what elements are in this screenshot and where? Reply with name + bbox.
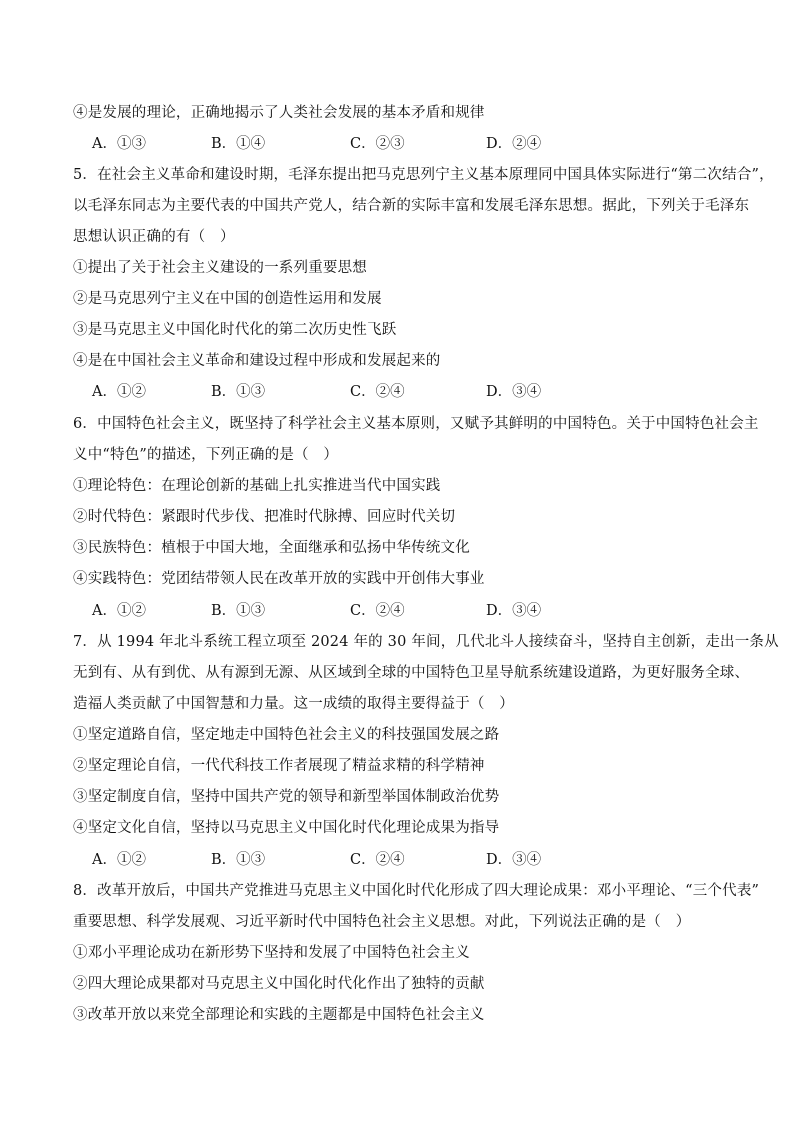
q8-stem-line-2: 重要思想、科学发展观、习近平新时代中国特色社会主义思想。对此，下列说法正确的是（ ） xyxy=(73,914,691,930)
q6-stem-line-1: 6．中国特色社会主义，既坚持了科学社会主义基本原则，又赋予其鲜明的中国特色。关于中国特色社会主 xyxy=(73,416,759,432)
q6-option-a: A．①② xyxy=(92,603,146,619)
q6-option-d: D．③④ xyxy=(486,603,542,619)
q4-option-b: B．①④ xyxy=(211,136,266,152)
q5-item-4: ④是在中国社会主义革命和建设过程中形成和发展起来的 xyxy=(73,353,441,369)
q7-item-2: ②坚定理论自信，一代代科技工作者展现了精益求精的科学精神 xyxy=(73,758,485,774)
q6-item-2: ②时代特色：紧跟时代步伐、把准时代脉搏、回应时代关切 xyxy=(73,509,456,525)
q6-stem-line-2: 义中“特色”的描述，下列正确的是（ ） xyxy=(73,447,339,463)
q6-item-4: ④实践特色：党团结带领人民在改革开放的实践中开创伟大事业 xyxy=(73,571,485,587)
q7-item-3: ③坚定制度自信，坚持中国共产党的领导和新型举国体制政治优势 xyxy=(73,789,500,805)
q7-option-b: B．①③ xyxy=(211,852,266,868)
q8-item-3: ③改革开放以来党全部理论和实践的主题都是中国特色社会主义 xyxy=(73,1007,485,1023)
q8-stem-line-1: 8．改革开放后，中国共产党推进马克思主义中国化时代化形成了四大理论成果：邓小平理论、“三个代表” xyxy=(73,883,760,899)
q6-item-3: ③民族特色：植根于中国大地，全面继承和弘扬中华传统文化 xyxy=(73,540,470,556)
q7-stem-line-3: 造福人类贡献了中国智慧和力量。这一成绩的取得主要得益于（ ） xyxy=(73,696,514,712)
q4-option-d: D．②④ xyxy=(486,136,542,152)
q4-option-a: A．①③ xyxy=(92,136,146,152)
q4-option-c: C．②③ xyxy=(350,136,405,152)
q7-option-d: D．③④ xyxy=(486,852,542,868)
q7-option-c: C．②④ xyxy=(350,852,405,868)
q4-item-4: ④是发展的理论，正确地揭示了人类社会发展的基本矛盾和规律 xyxy=(73,105,485,121)
q6-item-1: ①理论特色：在理论创新的基础上扎实推进当代中国实践 xyxy=(73,478,441,494)
q7-stem-line-2: 无到有、从有到优、从有源到无源、从区域到全球的中国特色卫星导航系统建设道路，为更好服务全球、 xyxy=(73,665,750,681)
q5-stem-line-1: 5．在社会主义革命和建设时期，毛泽东提出把马克思列宁主义基本原理同中国具体实际进行“第二次结合”， xyxy=(73,167,774,183)
q7-stem-line-1: 7．从 1994 年北斗系统工程立项至 2024 年的 30 年间，几代北斗人接续奋斗，坚持自主创新，走出一条从 xyxy=(73,634,779,650)
q7-item-1: ①坚定道路自信，坚定地走中国特色社会主义的科技强国发展之路 xyxy=(73,727,500,743)
q5-item-1: ①提出了关于社会主义建设的一系列重要思想 xyxy=(73,260,367,276)
q5-item-2: ②是马克思列宁主义在中国的创造性运用和发展 xyxy=(73,291,382,307)
q7-option-a: A．①② xyxy=(92,852,146,868)
q5-option-a: A．①② xyxy=(92,384,146,400)
q6-option-c: C．②④ xyxy=(350,603,405,619)
q5-item-3: ③是马克思主义中国化时代化的第二次历史性飞跃 xyxy=(73,322,397,338)
q5-option-c: C．②④ xyxy=(350,384,405,400)
q5-stem-line-3: 思想认识正确的有（ ） xyxy=(73,229,235,245)
q8-item-2: ②四大理论成果都对马克思主义中国化时代化作出了独特的贡献 xyxy=(73,976,485,992)
q5-option-b: B．①③ xyxy=(211,384,266,400)
q5-option-d: D．③④ xyxy=(486,384,542,400)
q7-item-4: ④坚定文化自信，坚持以马克思主义中国化时代化理论成果为指导 xyxy=(73,820,500,836)
q6-option-b: B．①③ xyxy=(211,603,266,619)
q5-stem-line-2: 以毛泽东同志为主要代表的中国共产党人，结合新的实际丰富和发展毛泽东思想。据此，下列关于毛泽东 xyxy=(73,198,750,214)
q8-item-1: ①邓小平理论成功在新形势下坚持和发展了中国特色社会主义 xyxy=(73,945,470,961)
